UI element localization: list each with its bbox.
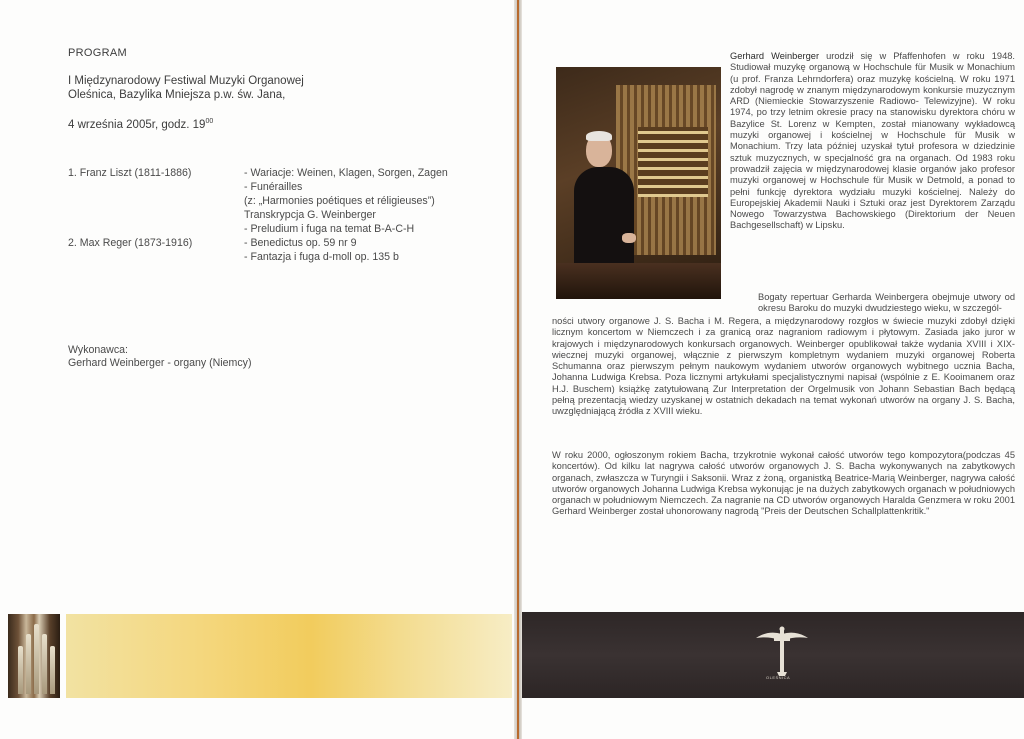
festival-title: I Międzynarodowy Festiwal Muzyki Organowej (68, 75, 304, 87)
performer-label: Wykonawca: (68, 344, 128, 356)
concert-date (68, 115, 213, 132)
program-heading: PROGRAM (68, 47, 127, 59)
program-work: (z: „Harmonies poétiques et réligieuses”) (244, 195, 435, 207)
organist-portrait-photo (556, 67, 721, 299)
program-composer: 1. Franz Liszt (1811-1886) (68, 167, 192, 179)
fold-accent-line (517, 0, 519, 739)
program-row (68, 180, 508, 194)
person-hair (586, 131, 612, 141)
program-work: - Funérailles (244, 181, 303, 193)
program-row (68, 208, 508, 222)
organ-console (638, 127, 708, 197)
organ-pipe (50, 646, 55, 694)
program-composer: 2. Max Reger (1873-1916) (68, 237, 193, 249)
program-list (68, 166, 508, 264)
organ-pipe (26, 634, 31, 694)
person-hand (622, 233, 636, 243)
program-row (68, 250, 508, 264)
organ-thumbnail-image (8, 614, 60, 698)
gold-decorative-band (66, 614, 512, 698)
bio-name: Gerhard Weinberger (730, 51, 820, 61)
concert-date-minutes: 00 (205, 118, 214, 125)
program-work: - Preludium i fuga na temat B-A-C-H (244, 223, 415, 235)
program-work: - Fantazja i fuga d-moll op. 135 b (244, 251, 399, 263)
program-row (68, 194, 508, 208)
bio-paragraph-3: W roku 2000, ogłoszonym rokiem Bacha, trzykrotnie wykonał całość utworów tego kompozytora(podczas 45 koncertów). Od kilku lat nagrywa całość utworów organowych J. S. Bacha wykonywanych na zabytkowych organach, zwłaszcza w Turyngii i Saksonii. Wraz z żoną, organistką Beatrice-Marią Weinberger, nagrywa całość utworów organowych Johanna Ludwiga Krebsa wykonując je na dużych zabytkowych organach w południowych organach w południowym Niemczech. Za nagranie na CD utworów organowych Haralda Genzmera w roku 2001 Gerhard Weinberger został uhonorowany nagrodą "Preis der Deutschen Schallplattenkritik." (552, 450, 1015, 517)
bio-paragraph-2-rest: ności utwory organowe J. S. Bacha i M. Regera, a międzynarodowy rozgłos w świecie muzyki zdobył dzięki licznym koncertom w Niemczech i za granicą oraz nagraniom radiowym i płytowym. Zasiada jako juror w krajowych i międzynarodowych konkursach organowych. Weinberger opublikował także wydania XVIII i XIX-wiecznej muzyki organowej, włącznie z pierwszym kompletnym wydaniem muzyki organowej Roberta Schumanna oraz pierwszym pełnym naukowym wydaniem utworów organowych wybitnego ucznia Bacha, Johanna Ludwiga Krebsa. Poza licznymi artykułami specjalistycznymi napisał (wspólnie z E. Kooimanem oraz H.J. Buschem) książkę zatytułowaną Zur Interpretation der Orgelmusik von Johann Sebastian Bach będącą pełną prezentacją wiedzy uzyskanej w ostatnich dekadach na temat wykonań utworów na organy J. S. Bacha, uwzględniającą źródła z XVIII wieku. (552, 316, 1015, 417)
program-row (68, 236, 508, 250)
organ-bench (556, 263, 721, 299)
bio-paragraph-2-start: Bogaty repertuar Gerharda Weinbergera obejmuje utwory od okresu Baroku do muzyki dwudziestego wieku, w szczegól- (758, 292, 1015, 314)
program-row (68, 222, 508, 236)
program-row (68, 166, 508, 180)
bio-paragraph-1 (730, 51, 1015, 232)
logo-caption: OLEŚNICA (766, 675, 791, 680)
bio-paragraph-1-text: urodził się w Pfaffenhofen w roku 1948. Studiował muzykę organową w Hochschule für Musik w Monachium (u prof. Franza Lehrndorfera) oraz muzykę kościelną. W roku 1971 zdobył nagrodę w znanym międzynarodowym konkursie muzycznym ARD (Niemieckie Stowarzyszenie Radiowo- Telewizyjne). W roku 1974, po trzy letnim okresie pracy na stanowisku dyrektora chóru w Bazylice St. Lorenz w Kempten, został mianowany wykładowcą muzyki organowej i kościelnej w Hochschule für Musik w Monachium. Trzy lata później uzyskał tytuł profesora w dziedzinie sztuk muzycznych, w specjalność gra na organach. Od 1983 roku prowadził zajęcia w międzynarodowej klasie organów jako profesor muzyki organowej w Hochschule für Musik w Detmold, a ponad to pełni funkcję dyrektora wydziału muzyki kościelnej. Należy do Europejskiej Akademii Nauki i Sztuki oraz jest Dyrektorem Zarządu Nowego Towarzystwa Bachowskiego (Direktorium der Neuen Bachgesellschaft) w Lipsku. (730, 51, 1015, 231)
program-work: - Benedictus op. 59 nr 9 (244, 237, 357, 249)
program-work: Transkrypcja G. Weinberger (244, 209, 376, 221)
performer-value: Gerhard Weinberger - organy (Niemcy) (68, 357, 252, 369)
program-work: - Wariacje: Weinen, Klagen, Sorgen, Zagen (244, 167, 448, 179)
organ-pipe (42, 634, 47, 694)
concert-date-text: 4 września 2005r, godz. 19 (68, 119, 206, 131)
organ-pipe (18, 646, 23, 694)
organ-pipe (34, 624, 39, 694)
festival-place: Oleśnica, Bazylika Mniejsza p.w. św. Jana, (68, 89, 286, 101)
